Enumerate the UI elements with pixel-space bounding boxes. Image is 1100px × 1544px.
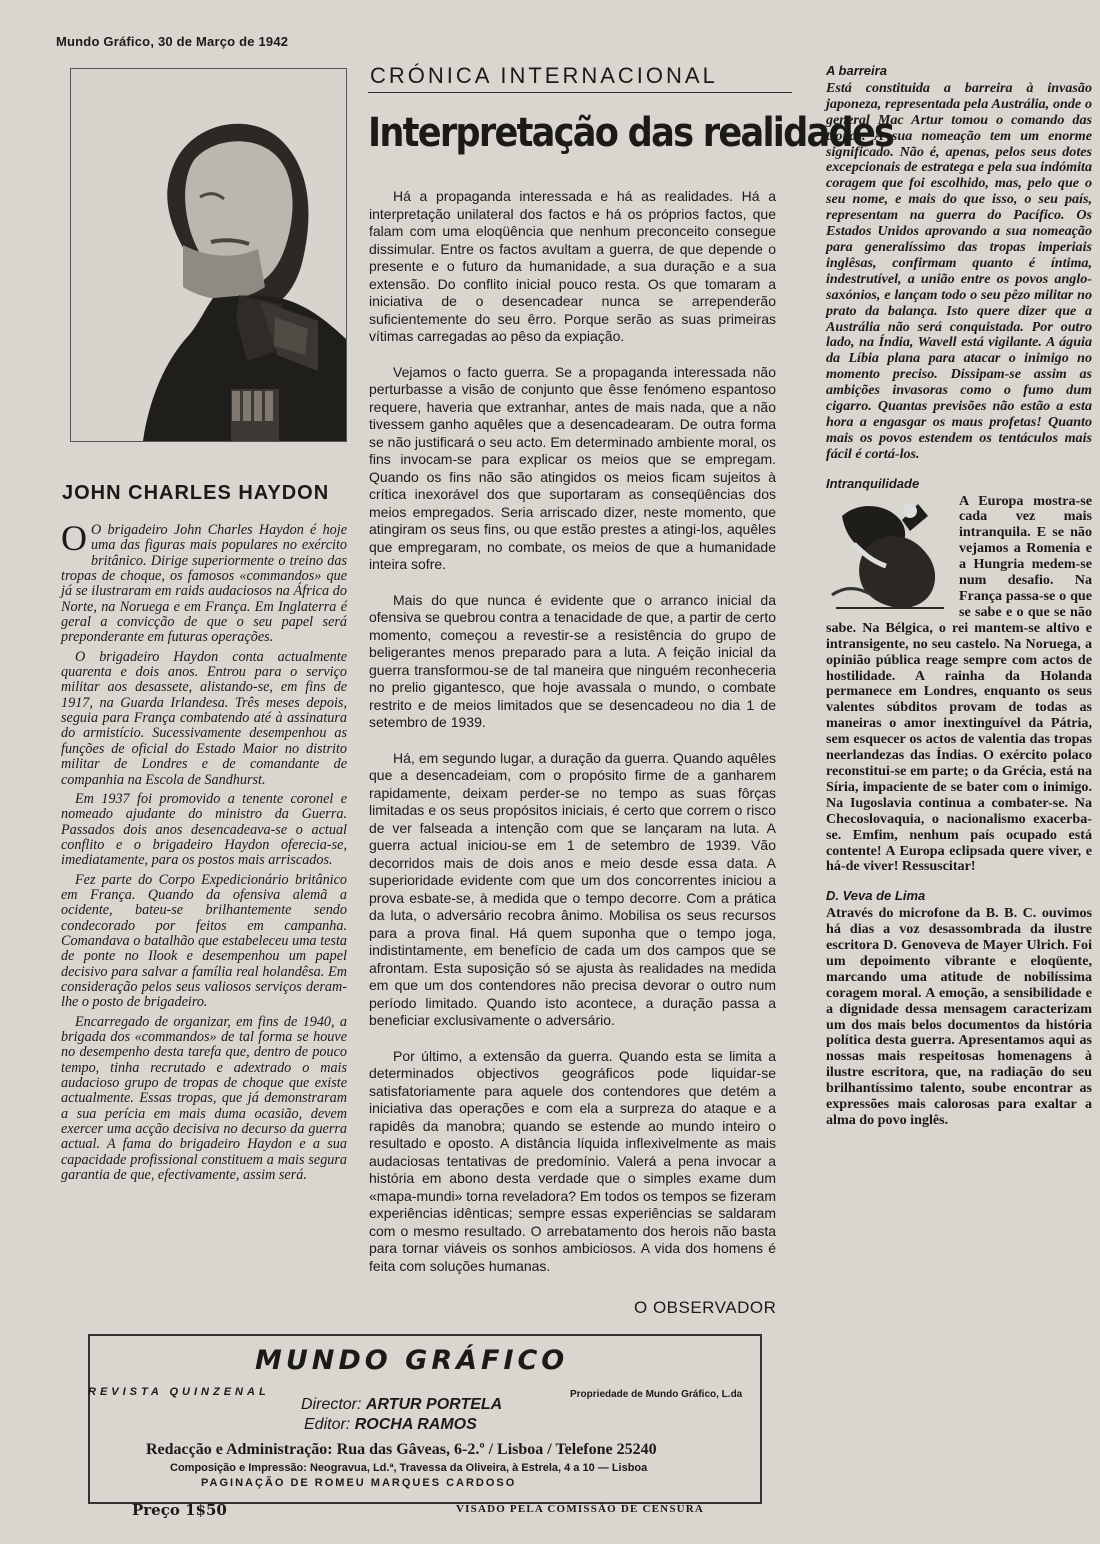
main-article (369, 188, 776, 1293)
article-signature: O OBSERVADOR (634, 1298, 777, 1317)
veva-heading: D. Veva de Lima (826, 888, 926, 904)
director-line: Director: ARTUR PORTELA (301, 1396, 503, 1413)
kicker-divider (368, 92, 792, 93)
masthead-title: MUNDO GRÁFICO (255, 1345, 569, 1376)
address-line: Redacção e Administração: Rua das Gâveas, 6-2.º / Lisboa / Telefone 25240 (146, 1441, 657, 1458)
veva-text: Através do microfone da B. B. C. ouvimos há dias a voz desassombrada da ilustre escritora D. Genoveva de Mayer Ulrich. Foi um depoimento vibrante e eloqüente, marcando uma atitude de nobilíssima coragem moral. A emoção, a sensibilidade e a dignidade dessa mensagem caracterizam um dos mais belos documentos da história política desta guerra. Apresentamos aqui as nossas mais respeitosas homenagens à ilustre escritora, que, na radiação do seu brilhantíssimo talento, soube encontrar as expressões mais calorosas para exaltar a alma do povo inglês. (826, 905, 1092, 1128)
censorship-line: VISADO PELA COMISSÃO DE CENSURA (456, 1503, 705, 1515)
sidebar-news (826, 63, 1092, 1129)
article-paragraph-1: Há a propaganda interessada e há as realidades. Há a interpretação unilateral dos factos e há os próprios factos, que falam com uma eloqüência que nenhum preconceito consegue dissimular. Entre os factos avultam a guerra, de que depende o presente e o futuro da humanidade, a sua duração e a sua extensão. Do conflito inicial pouco resta. Os que tomaram a iniciativa de o desencadear nunca se arrependerão suficientemente do seu êrro. Porque serão as suas primeiras vítimas carregadas ao pêso da expiação. (369, 188, 776, 344)
pagination-line: PAGINAÇÃO DE ROMEU MARQUES CARDOSO (201, 1477, 517, 1489)
property-line: Propriedade de Mundo Gráfico, L.da (570, 1389, 743, 1400)
article-paragraph-3: Mais do que nunca é evidente que o arranco inicial da ofensiva se quebrou contra a tenacidade de que, a partir de certo momento, começou a revestir-se a resistência do grupo de beligerantes menos preparado para a luta. A feição inicial da guerra transformou-se de tal maneira que ninguém reconheceria no prelio gigantesco, que hoje avassala o mundo, o combate restrito e de meios limitados que se desencadeou no dia 1 de setembro de 1939. (369, 591, 776, 730)
article-paragraph-5: Por último, a extensão da guerra. Quando esta se limita a determinados objectivos geográficos pode liquidar-se satisfatoriamente para aquele dos contendores que detém a iniciativa das operações e com ela a surpreza do ataque e a rapidês da manobra; quando se estende ao mundo inteiro o resultado e oposto. A distância líquida inflexivelmente as mais audaciosas tentativas de predomínio. Valerá a pena invocar a história em abono desta verdade que o simples exame dum «mapa-mundi» torna reveladora? Em todos os tempos se fizeram experiências idênticas; sempre essas experiências se saldaram com o mesmo resultado. O arrebatamento dos herois não basta para tornar viáveis os sonhos ambiciosos. A vida dos homens é feita com soluções humanas. (369, 1047, 776, 1274)
article-paragraph-2: Vejamos o facto guerra. Se a propaganda interessada não perturbasse a visão de conjunto que êsse fenómeno espantoso requere, haveria que extranhar, antes de mais nada, que a não tivessem ganho aquêles que a desencadearam. De outra forma se não justificará o seu acto. Em determinado ambiente moral, os fins invocam-se para explicar os meios que se empregam. Quando os fins não são atingidos os meios ficam sujeitos à crítica inexorável dos que suportaram as conseqüências dos meios empregados. Seria arriscado dizer, neste momento, que atingiram os seus fins, ou que estão prestes a atingi-los, aquêles que empregaram, no combate, os meios de que a humanidade inteira sofre. (369, 363, 776, 572)
article-paragraph-4: Há, em segundo lugar, a duração da guerra. Quando aquêles que a desencadeiam, com o propósito firme de a ganharem rapidamente, deixam perder-se no tempo as suas fôrças limitadas e os seus propósitos iniciais, é certo que correm o risco de ver falseada a intenção com que se lançaram na luta. A guerra actual iniciou-se em 1 de setembro de 1939. Vão decorridos mais de dois anos e meio desde essa data. A superioridade evidente com que um dos concorrentes iniciou a prova esbate-se, à medida que o tempo decorre. Com a prática da luta, o adversário recobra ânimo. Mobilisa os seus recursos para a prova final. Há quem suponha que o tempo joga, indistintamente, em benefício de cada um dos campos que se afrontam. Esta suposição só se ajusta às realidades na medida em que um dos contendores não precisa devorar o outro num período limitado. Quando isto acontece, a duração passa a beneficiar exclusivamente o adversário. (369, 749, 776, 1028)
composition-line: Composição e Impressão: Neogravua, Ld.ª, Travessa da Oliveira, à Estrela, 4 a 10 — Lisboa (170, 1462, 648, 1474)
portrait-name: JOHN CHARLES HAYDON (62, 482, 330, 504)
publication-date-line: Mundo Gráfico, 30 de Março de 1942 (56, 34, 289, 49)
editor-line: Editor: ROCHA RAMOS (304, 1416, 477, 1433)
dropcap-letter: O (61, 518, 87, 558)
biography-column (61, 518, 347, 1187)
price-line: Preço 1$50 (132, 1501, 227, 1519)
unrest-heading: Intranquilidade (826, 475, 920, 491)
article-title: Interpretação das realidades (368, 110, 894, 156)
unrest-text: A Europa mostra-se cada vez mais intranquila. E se não vejamos a Romenia e a Hungria medem-se num desafio. Na França passa-se o que se sabe e o que se não sabe. Na Bélgica, o rei mantem-se altivo e intransigente, no seu castelo. Na Noruega, a opinião pública reage sempre com actos de hostilidade. A rainha da Holanda permanece em Londres, enquanto os seus valentes súbditos provam de todas as maneiras o amor inextinguível da Pátria, sem esquecer os actos de valentia das tropas neerlandezas das Índias. O exército polaco reconstitui-se em parte; o da Grécia, está na Síria, impaciente de se bater com o inimigo. Na Iugoslavia continua a combater-se. Na Checoslovaquia, o nacionalismo exacerba-se. Emfim, nenhum país ocupado está contente! A Europa eclipsada quere viver, e há-de viver! Ressuscitar! (826, 492, 1092, 875)
masthead-subtitle: REVISTA QUINZENAL (88, 1386, 270, 1398)
cartoon-illustration (826, 496, 951, 614)
barrier-heading: A barreira (826, 63, 887, 78)
bio-paragraph-4: Fez parte do Corpo Expedicionário britânico em França. Quando da ofensiva alemã a ocidente, bateu-se brilhantemente sendo condecorado por feitos em campanha. Comandava o batalhão que estabeleceu uma testa de ponte no Ilook e desempenhou um papel decisivo para salvar a família real holandêsa. Em consideração pelos seus valiosos serviços deram-lhe o posto de brigadeiro. (61, 871, 347, 1011)
section-kicker: CRÓNICA INTERNACIONAL (370, 63, 718, 88)
portrait-photo (70, 68, 347, 442)
bio-paragraph-5: Encarregado de organizar, em fins de 1940, a brigada dos «commandos» de tal forma se houve no desempenho desta tarefa que, dentro de pouco tempo, tinha recrutado e adextrado o mais audacioso grupo de tropas de choque que existe actualmente. Essas tropas, que já demonstraram a sua perícia em mais duma ocasião, devem exercer uma acção decisiva no decurso da guerra actual. A fama do brigadeiro Haydon e a sua capacidade profissional constituem a mais segura garantia de que, efectivamente, assim será. (61, 1013, 347, 1184)
bio-paragraph-3: Em 1937 foi promovido a tenente coronel e nomeado ajudante do ministro da Guerra. Passados dois anos desencadeava-se o actual conflito e o brigadeiro Haydon oferecia-se, imediatamente, para os postos mais arriscados. (61, 790, 347, 869)
bio-paragraph-1: O O brigadeiro John Charles Haydon é hoje uma das figuras mais populares no exército britânico. Dirige superiormente o treino das tropas de choque, os famosos «commandos» que já se ilustraram em raids audaciosos na África do Norte, na Noruega e em França. Em Inglaterra é geral a convicção de que o seu papel será preponderante em futuras operações. (61, 518, 347, 646)
bio-paragraph-2: O brigadeiro Haydon conta actualmente quarenta e dois anos. Entrou para o serviço militar aos desassete, alistando-se, em fins de 1917, na Guarda Irlandesa. Três meses depois, seguia para França combatendo até à assinatura do armistício. Sucessivamente desempenhou as funções de oficial do Estado Maior no distrito militar de Londres e de comandante de companhia na Escola de Sandhurst. (61, 648, 347, 788)
barrier-text: Está constituida a barreira à invasão japoneza, representada pela Austrália, onde o general Mac Artur tomou o comando das tropas. A sua nomeação tem um enorme significado. Não é, apenas, pelos seus dotes excepcionais de estratega e pela sua indómita coragem que foi escolhido, mas, pelo que o seu nome, e mais do que isso, o seu país, representam na guerra do Pacífico. Os Estados Unidos aprovando a sua nomeação para generalíssimo das tropas imperiais inglêsas, confirmam quanto é íntima, indestrutível, a união entre os povos anglo-saxónios, e lançam todo o seu pêzo militar no prato da balança. Isto quere dizer que a Austrália não será conquistada. Por outro lado, na Índia, Wavell está vigilante. A águia da Líbia plana para atacar o inimigo no momento preciso. Dissipam-se assim as ambições invasoras como o fumo dum cigarro. Quantas previsões não estão a esta hora a engasgar os maus profetas! Quanto mais os povos estendem os tentáculos mais fácil é cortá-los. (826, 79, 1092, 462)
